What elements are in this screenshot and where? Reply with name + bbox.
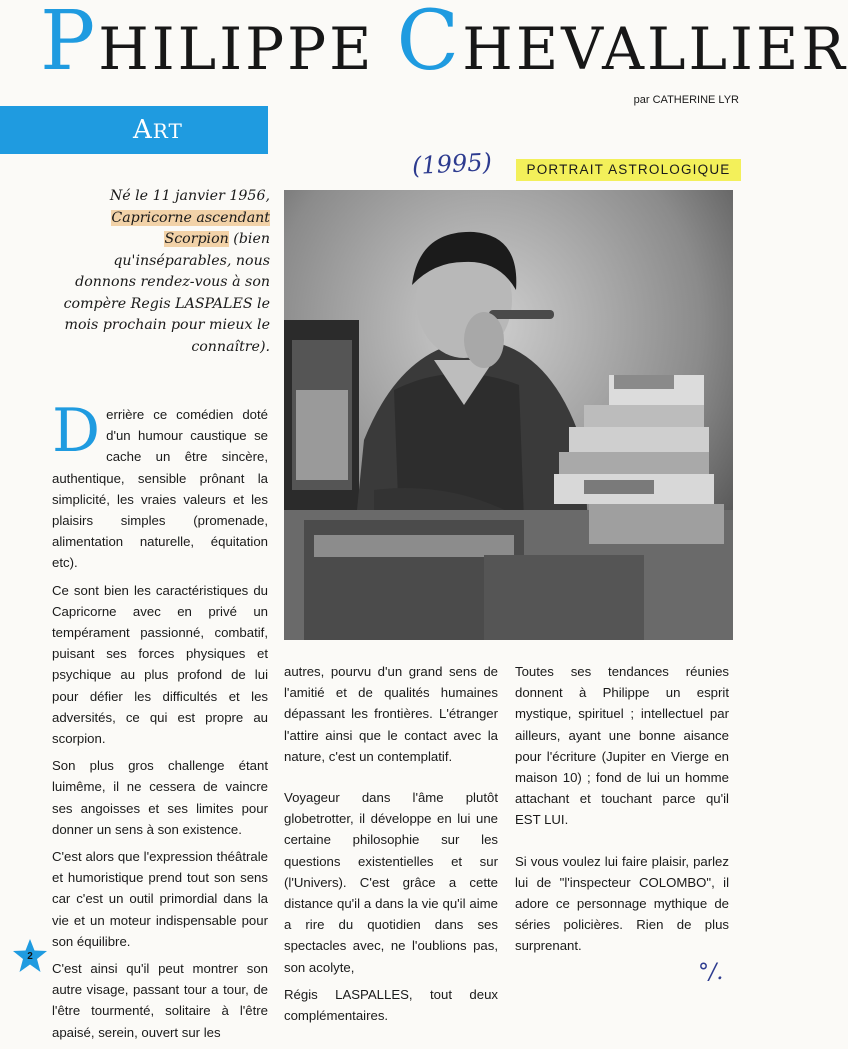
paragraph: errière ce comédien doté d'un humour caustique se cache un être sincère, authentique, sensible prônant la simplicité, les vraies valeurs et les plaisirs simples (promenade, alimentation naturelle, équitation etc). <box>52 407 268 571</box>
photo-illustration <box>284 190 733 640</box>
intro-highlight-sign: Capricorne ascendant Scorpion <box>111 209 270 247</box>
paragraph: Toutes ses tendances réunies donnent à Philippe un esprit mystique, spirituel ; intellectuel par ailleurs, ayant une bonne aisance pour l'écriture (Jupiter en Vierge en maison 10) ; fond de lui un homme attachant et touchant parce qu'il EST LUI. <box>515 664 729 828</box>
article-title <box>40 0 848 89</box>
page-number: 2 <box>27 951 33 962</box>
title-initial-last: C <box>396 0 463 89</box>
article-column-3 <box>515 661 729 963</box>
paragraph: Régis LASPALLES, tout deux complémentaires. <box>284 986 498 1024</box>
title-initial-first: P <box>40 0 99 89</box>
section-label-rest: RT <box>152 119 183 143</box>
paragraph: Son plus gros challenge étant luimême, il ne cessera de vaincre ses angoisses et ses limites pour donner un sens à son existence. <box>52 758 268 837</box>
handwritten-year: (1995) <box>411 147 493 181</box>
article-column-1 <box>52 396 268 1049</box>
paragraph: C'est ainsi qu'il peut montrer son autre visage, passant tour a tour, de l'être tourmenté, solitaire à l'être apaisé, serein, ouvert sur les <box>52 961 268 1040</box>
paragraph: Si vous voulez lui faire plaisir, parlez lui de "l'inspecteur COLOMBO", il adore ce personnage mythique de séries policières. Rien de plus surprenant. <box>515 853 729 954</box>
paragraph: autres, pourvu d'un grand sens de l'amitié et de qualités humaines dépassant les frontières. L'étranger l'attire ainsi que le contact avec la nature, c'est un contemplatif. <box>284 664 498 764</box>
intro-rest: (bien qu'inséparables, nous donnons rendez-vous à son compère Regis LASPALES le mois prochain pour mieux le connaître). <box>63 231 270 355</box>
portrait-photo <box>284 190 733 640</box>
portrait-astrologique-tag: PORTRAIT ASTROLOGIQUE <box>516 159 741 181</box>
intro-paragraph <box>62 186 270 358</box>
title-last-name-rest: HEVALLIER <box>462 15 848 83</box>
intro-birthdate: Né le 11 janvier 1956, <box>109 188 270 204</box>
title-first-name-rest: HILIPPE <box>98 15 375 83</box>
section-label <box>133 110 183 151</box>
paragraph: Ce sont bien les caractéristiques du Capricorne avec en privé un tempérament passionné, combatif, puisant ses forces physiques et psychique au plus profond de lui pour défier les difficultés et les adversités, ce qui est propre au scorpion. <box>52 582 268 747</box>
paragraph: C'est alors que l'expression théâtrale et humoristique prend tout son sens car c'est un outil primordial dans la vie et un moteur indispensable pour son équilibre. <box>52 849 268 949</box>
article-column-2 <box>284 661 498 1032</box>
section-label-initial: A <box>133 115 153 145</box>
drop-cap: D <box>52 396 101 466</box>
handwritten-mark: °/. <box>698 960 724 985</box>
paragraph: Voyageur dans l'âme plutôt globetrotter, il développe en lui une certaine philosophie sur les questions existentielles et sur (l'Univers). C'est grâce a cette distance qu'il a dans la vie qu'il aime a rire du quotidien dans ses spectacles avec, ne l'oublions pas, son acolyte, <box>284 790 498 975</box>
author-byline: par CATHERINE LYR <box>633 94 739 106</box>
